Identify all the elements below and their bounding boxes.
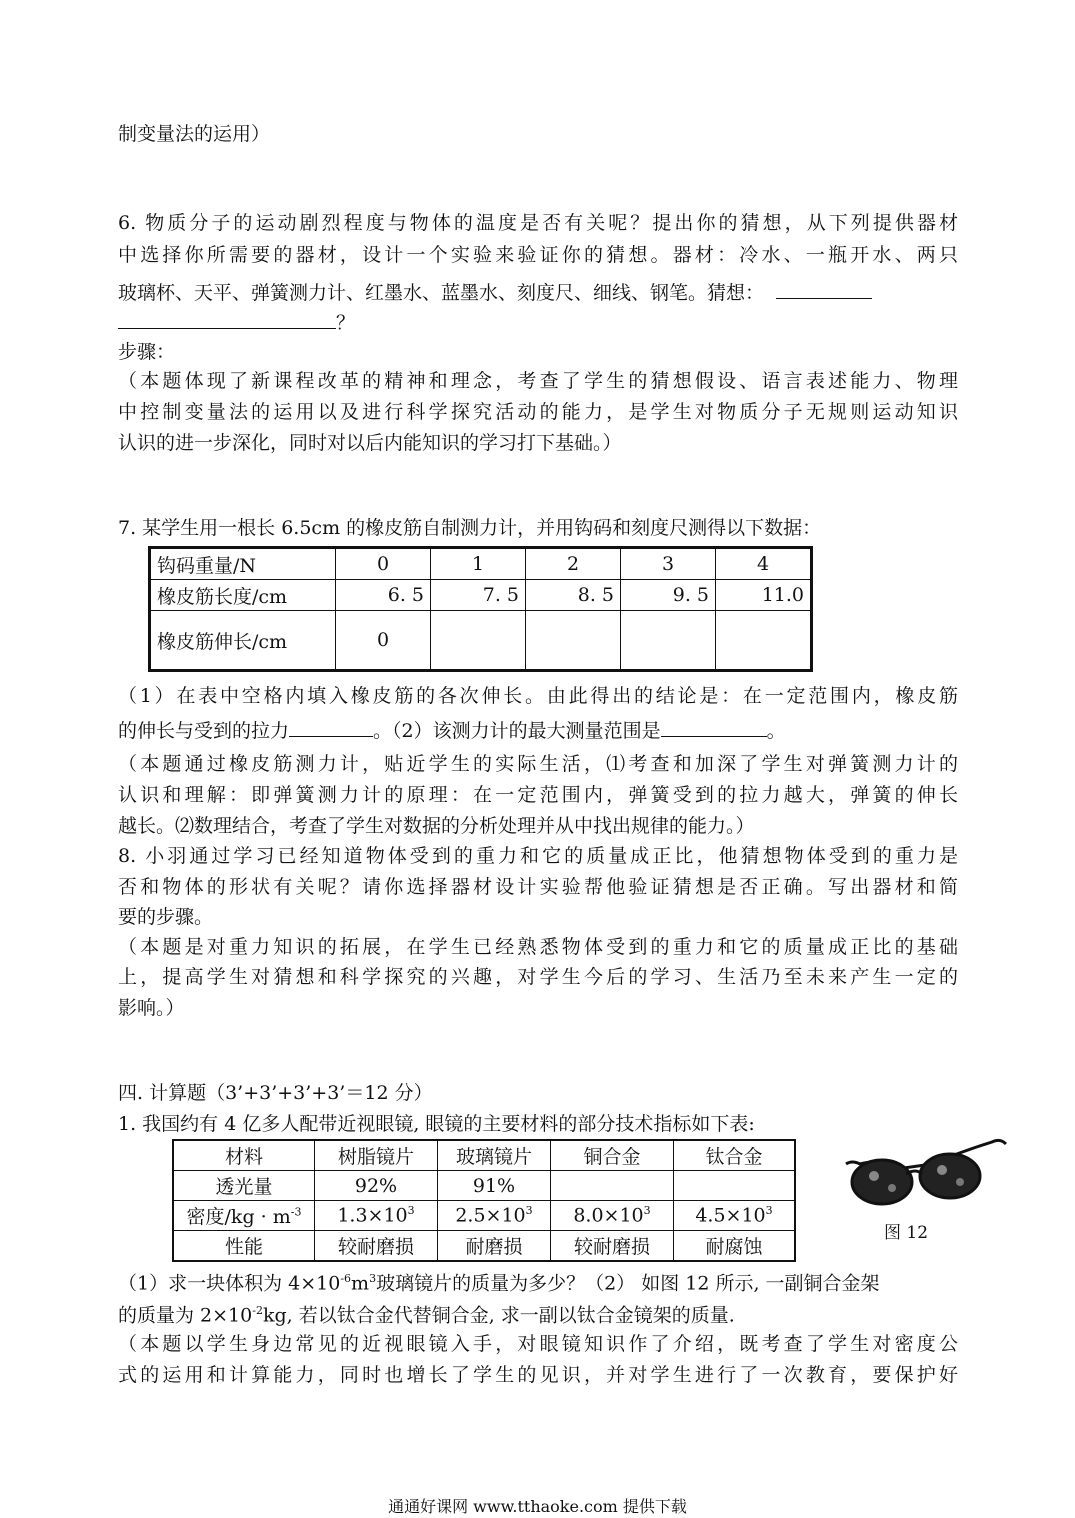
row-label: 钩码重量/N bbox=[150, 548, 336, 580]
table-cell: 较耐磨损 bbox=[315, 1231, 438, 1262]
table-cell: 6. 5 bbox=[336, 580, 431, 611]
commentary-line: 越长。⑵数理结合，考查了学生对数据的分析处理并从中找出规律的能力。） bbox=[118, 815, 755, 837]
table-cell bbox=[315, 1201, 438, 1231]
table-row bbox=[150, 611, 812, 671]
glasses-icon bbox=[842, 1130, 1010, 1210]
table-cell: 92% bbox=[315, 1171, 438, 1201]
table-cell bbox=[438, 1201, 551, 1231]
answer-cell[interactable] bbox=[621, 611, 716, 671]
table-header: 铜合金 bbox=[551, 1140, 674, 1171]
row-label: 橡皮筋长度/cm bbox=[150, 580, 336, 611]
table-row bbox=[150, 548, 812, 580]
table-cell: 4 bbox=[716, 548, 812, 580]
question-7-answer-line: （1）在表中空格内填入橡皮筋的各次伸长。由此得出的结论是：在一定范围内，橡皮筋 bbox=[118, 685, 958, 707]
table-cell: 8. 5 bbox=[526, 580, 621, 611]
commentary-line: （本题以学生身边常见的近视眼镜入手，对眼镜知识作了介绍，既考查了学生对密度公 bbox=[118, 1333, 958, 1355]
table-cell: 0 bbox=[336, 548, 431, 580]
table-cell: 11.0 bbox=[716, 580, 812, 611]
question-8-line: 要的步骤。 bbox=[118, 906, 214, 928]
exponent: -3 bbox=[290, 1205, 302, 1219]
table-row bbox=[173, 1140, 795, 1171]
table-cell: 耐磨损 bbox=[438, 1231, 551, 1262]
commentary-line: 上，提高学生对猜想和科学探究的兴趣，对学生今后的学习、生活乃至未来产生一定的 bbox=[118, 966, 958, 988]
question-7-answer-line bbox=[118, 714, 958, 746]
table-cell bbox=[674, 1201, 796, 1231]
commentary-line: （本题体现了新课程改革的精神和理念，考查了学生的猜想假设、语言表述能力、物理 bbox=[118, 370, 958, 392]
table-cell bbox=[551, 1171, 674, 1201]
row-label bbox=[173, 1201, 315, 1231]
density-value: 2.5×10 bbox=[455, 1204, 526, 1227]
table-header: 钛合金 bbox=[674, 1140, 796, 1171]
table-header: 树脂镜片 bbox=[315, 1140, 438, 1171]
rubber-band-table bbox=[148, 546, 813, 672]
question-6-line bbox=[118, 276, 958, 308]
table-cell: 耐腐蚀 bbox=[674, 1231, 796, 1262]
answer-blank[interactable] bbox=[118, 306, 336, 329]
exponent: 3 bbox=[525, 1204, 533, 1218]
table-cell: 9. 5 bbox=[621, 580, 716, 611]
steps-label: 步骤： bbox=[118, 341, 176, 363]
table-cell: 3 bbox=[621, 548, 716, 580]
commentary-line: 中控制变量法的运用以及进行科学探究活动的能力，是学生对物质分子无规则运动知识 bbox=[118, 401, 958, 423]
table-row bbox=[173, 1201, 795, 1231]
question-text: m bbox=[351, 1272, 370, 1295]
exponent: -2 bbox=[252, 1304, 263, 1317]
table-cell: 较耐磨损 bbox=[551, 1231, 674, 1262]
answer-cell[interactable] bbox=[431, 611, 526, 671]
table-cell: 1 bbox=[431, 548, 526, 580]
question-mark: ？ bbox=[336, 312, 356, 334]
table-cell: 7. 5 bbox=[431, 580, 526, 611]
density-label: 密度/kg · m bbox=[186, 1206, 291, 1228]
density-value: 4.5×10 bbox=[695, 1204, 766, 1227]
answer-blank[interactable] bbox=[661, 714, 767, 737]
exponent: 3 bbox=[407, 1204, 415, 1218]
exponent: 3 bbox=[765, 1204, 773, 1218]
figure-label: 图 12 bbox=[884, 1223, 929, 1243]
table-header: 玻璃镜片 bbox=[438, 1140, 551, 1171]
table-row bbox=[173, 1171, 795, 1201]
section-title: 四. 计算题（3’+3’+3’+3’＝12 分） bbox=[118, 1082, 433, 1104]
table-row bbox=[150, 580, 812, 611]
commentary-line: （本题通过橡皮筋测力计，贴近学生的实际生活，⑴考查和加深了学生对弹簧测力计的 bbox=[118, 753, 958, 775]
table-cell: 0 bbox=[336, 611, 431, 671]
exponent: 3 bbox=[369, 1272, 377, 1285]
commentary-line: 式的运用和计算能力，同时也增长了学生的见识，并对学生进行了一次教育，要保护好 bbox=[118, 1364, 958, 1386]
commentary-line: （本题是对重力知识的拓展，在学生已经熟悉物体受到的重力和它的质量成正比的基础 bbox=[118, 936, 958, 958]
answer-blank[interactable] bbox=[776, 276, 872, 299]
question-text: （1）求一块体积为 4×10 bbox=[118, 1272, 341, 1295]
exponent: -6 bbox=[340, 1272, 352, 1285]
question-7-line: 7. 某学生用一根长 6.5cm 的橡皮筋自制测力计，并用钩码和刻度尺测得以下数据： bbox=[118, 517, 822, 539]
question-text: kg, 若以钛合金代替铜合金, 求一副以钛合金镜架的质量. bbox=[262, 1304, 735, 1327]
calc-question-1-line bbox=[118, 1296, 958, 1330]
answer-cell[interactable] bbox=[716, 611, 812, 671]
question-7-text: 。 bbox=[766, 720, 786, 742]
question-8-line: 否和物体的形状有关呢？请你选择器材设计实验帮他验证猜想是否正确。写出器材和简 bbox=[118, 876, 958, 898]
table-cell: 2 bbox=[526, 548, 621, 580]
table-row bbox=[173, 1231, 795, 1262]
table-cell: 91% bbox=[438, 1171, 551, 1201]
answer-blank[interactable] bbox=[289, 714, 373, 737]
table-cell bbox=[551, 1201, 674, 1231]
table-header: 材料 bbox=[173, 1140, 315, 1171]
exponent: 3 bbox=[643, 1204, 651, 1218]
question-6-line bbox=[118, 306, 958, 338]
commentary-line: 认识的进一步深化，同时对以后内能知识的学习打下基础。） bbox=[118, 432, 622, 454]
question-7-text: 。（2）该测力计的最大测量范围是 bbox=[373, 720, 661, 742]
question-8-line: 8. 小羽通过学习已经知道物体受到的重力和它的质量成正比，他猜想物体受到的重力是 bbox=[118, 845, 958, 867]
question-text: 的质量为 2×10 bbox=[118, 1304, 253, 1327]
question-text: 玻璃镜片的质量为多少？（2） 如图 12 所示, 一副铜合金架 bbox=[376, 1272, 880, 1295]
calc-question-1-line: 1. 我国约有 4 亿多人配带近视眼镜, 眼镜的主要材料的部分技术指标如下表: bbox=[118, 1113, 755, 1135]
commentary-line: 影响。） bbox=[118, 997, 185, 1019]
commentary-line: 认识和理解：即弹簧测力计的原理：在一定范围内，弹簧受到的拉力越大，弹簧的伸长 bbox=[118, 784, 958, 806]
question-6-line: 6. 物质分子的运动剧烈程度与物体的温度是否有关呢？提出你的猜想，从下列提供器材 bbox=[118, 212, 958, 234]
answer-cell[interactable] bbox=[526, 611, 621, 671]
lens-materials-table bbox=[172, 1139, 796, 1262]
density-value: 1.3×10 bbox=[337, 1204, 408, 1227]
row-label: 性能 bbox=[173, 1231, 315, 1262]
density-value: 8.0×10 bbox=[573, 1204, 644, 1227]
question-6-line: 中选择你所需要的器材，设计一个实验来验证你的猜想。器材：冷水、一瓶开水、两只 bbox=[118, 244, 958, 266]
question-6-text: 玻璃杯、天平、弹簧测力计、红墨水、蓝墨水、刻度尺、细线、钢笔。猜想： bbox=[118, 282, 765, 304]
calc-question-1-line bbox=[118, 1264, 958, 1298]
row-label: 橡皮筋伸长/cm bbox=[150, 611, 336, 671]
page-footer: 通通好课网 www.tthaoke.com 提供下载 bbox=[388, 1497, 687, 1516]
question-7-text: 的伸长与受到的拉力 bbox=[118, 720, 290, 742]
text-line: 制变量法的运用） bbox=[118, 123, 271, 145]
row-label: 透光量 bbox=[173, 1171, 315, 1201]
table-cell bbox=[674, 1171, 796, 1201]
